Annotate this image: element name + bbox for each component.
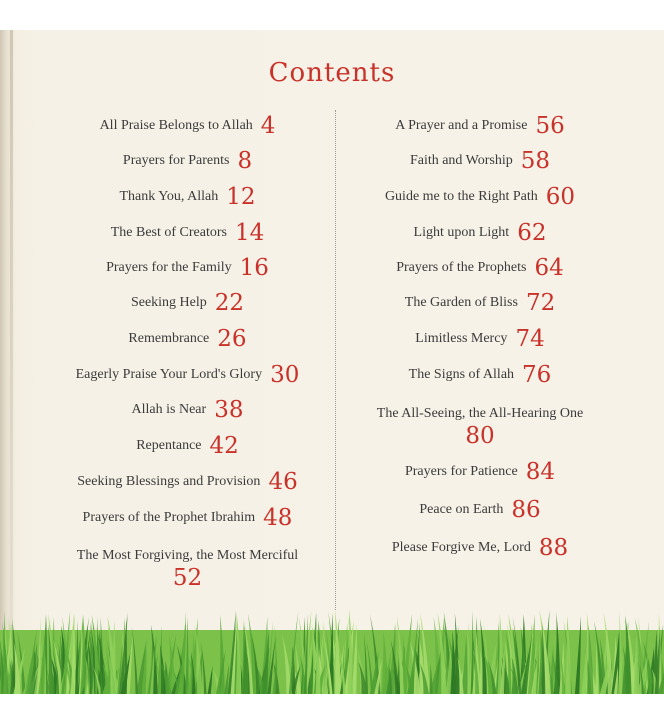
toc-entry-page: 16 bbox=[239, 255, 269, 281]
toc-entry-page: 56 bbox=[535, 113, 565, 139]
toc-entry bbox=[40, 255, 335, 281]
column-divider bbox=[335, 110, 336, 610]
toc-entry-page: 26 bbox=[217, 326, 247, 352]
toc-entry bbox=[345, 220, 615, 246]
grass-illustration bbox=[0, 600, 664, 694]
toc-entry bbox=[40, 505, 335, 531]
toc-entry-title: Peace on Earth bbox=[419, 502, 504, 517]
book-page bbox=[0, 30, 664, 694]
toc-entry-title: Prayers for Patience bbox=[404, 464, 518, 479]
toc-entry-title: Prayers of the Prophet Ibrahim bbox=[82, 510, 256, 525]
toc-entry bbox=[345, 148, 615, 174]
toc-entry-title: Light upon Light bbox=[413, 225, 510, 240]
contents-left-column bbox=[40, 30, 335, 630]
toc-entry bbox=[345, 459, 615, 485]
toc-entry-title: The All-Seeing, the All-Hearing One bbox=[376, 406, 584, 421]
toc-entry bbox=[40, 113, 335, 139]
toc-entry bbox=[40, 220, 335, 246]
toc-entry-page: 52 bbox=[172, 565, 203, 592]
toc-entry-title: Seeking Blessings and Provision bbox=[77, 474, 261, 489]
toc-entry-page: 58 bbox=[520, 148, 551, 174]
toc-entry-title: All Praise Belongs to Allah bbox=[99, 118, 253, 133]
book-spine-shadow bbox=[10, 30, 13, 694]
toc-entry bbox=[345, 113, 615, 139]
toc-entry-page: 84 bbox=[525, 459, 555, 485]
toc-entry-page: 62 bbox=[517, 220, 547, 246]
toc-entry bbox=[40, 397, 335, 423]
toc-entry-page: 88 bbox=[538, 535, 569, 561]
toc-entry-title: Repentance bbox=[136, 438, 202, 453]
toc-entry-title: A Prayer and a Promise bbox=[395, 118, 528, 133]
contents-right-column bbox=[345, 30, 615, 630]
toc-entry bbox=[345, 290, 615, 316]
toc-entry-page: 46 bbox=[268, 469, 298, 495]
toc-entry-page: 14 bbox=[234, 220, 265, 246]
toc-entry-title: The Garden of Bliss bbox=[404, 295, 518, 310]
toc-entry-page: 8 bbox=[237, 148, 253, 174]
toc-entry-title: Prayers of the Prophets bbox=[396, 260, 527, 275]
toc-entry-page: 42 bbox=[209, 433, 239, 459]
toc-entry bbox=[40, 184, 335, 210]
contents-heading: Contents bbox=[268, 58, 396, 88]
toc-entry bbox=[345, 362, 615, 388]
toc-entry-title: Please Forgive Me, Lord bbox=[391, 540, 531, 555]
toc-entry-title: Prayers for the Family bbox=[106, 260, 232, 275]
toc-entry bbox=[345, 535, 615, 561]
toc-entry-page: 48 bbox=[263, 505, 293, 531]
toc-entry-page: 30 bbox=[270, 362, 300, 388]
toc-entry-page: 22 bbox=[214, 290, 245, 316]
toc-entry bbox=[40, 469, 335, 495]
toc-entry-page: 86 bbox=[511, 497, 541, 523]
toc-entry-page: 74 bbox=[515, 326, 545, 352]
toc-entry-page: 72 bbox=[525, 290, 556, 316]
toc-entry bbox=[40, 148, 335, 174]
toc-entry-title: Thank You, Allah bbox=[119, 189, 219, 204]
toc-entry-page: 12 bbox=[226, 184, 256, 210]
toc-entry-page: 38 bbox=[214, 397, 244, 423]
toc-entry-page: 80 bbox=[465, 423, 495, 450]
toc-entry bbox=[40, 433, 335, 459]
toc-entry-title: The Most Forgiving, the Most Merciful bbox=[76, 548, 299, 563]
toc-entry-page: 4 bbox=[260, 113, 276, 139]
toc-entry-title: Prayers for Parents bbox=[122, 153, 230, 168]
toc-entry-title: Faith and Worship bbox=[409, 153, 513, 168]
toc-entry-page: 64 bbox=[534, 255, 564, 281]
toc-entry bbox=[345, 326, 615, 352]
toc-entry-title: Limitless Mercy bbox=[415, 331, 508, 346]
toc-entry bbox=[345, 184, 615, 210]
toc-entry bbox=[345, 255, 615, 281]
toc-entry-title: Seeking Help bbox=[130, 295, 207, 310]
toc-entry bbox=[40, 290, 335, 316]
toc-entry-page: 76 bbox=[522, 362, 552, 388]
toc-entry bbox=[40, 546, 335, 592]
toc-entry bbox=[345, 497, 615, 523]
toc-entry bbox=[40, 362, 335, 388]
toc-entry bbox=[345, 404, 615, 450]
toc-entry-title: Eagerly Praise Your Lord's Glory bbox=[75, 367, 263, 382]
toc-entry-page: 60 bbox=[545, 184, 576, 210]
toc-entry-title: Guide me to the Right Path bbox=[384, 189, 538, 204]
toc-entry bbox=[40, 326, 335, 352]
toc-entry-title: Remembrance bbox=[128, 331, 210, 346]
toc-entry-title: The Best of Creators bbox=[110, 225, 227, 240]
toc-entry-title: Allah is Near bbox=[131, 402, 207, 417]
toc-entry-title: The Signs of Allah bbox=[408, 367, 515, 382]
